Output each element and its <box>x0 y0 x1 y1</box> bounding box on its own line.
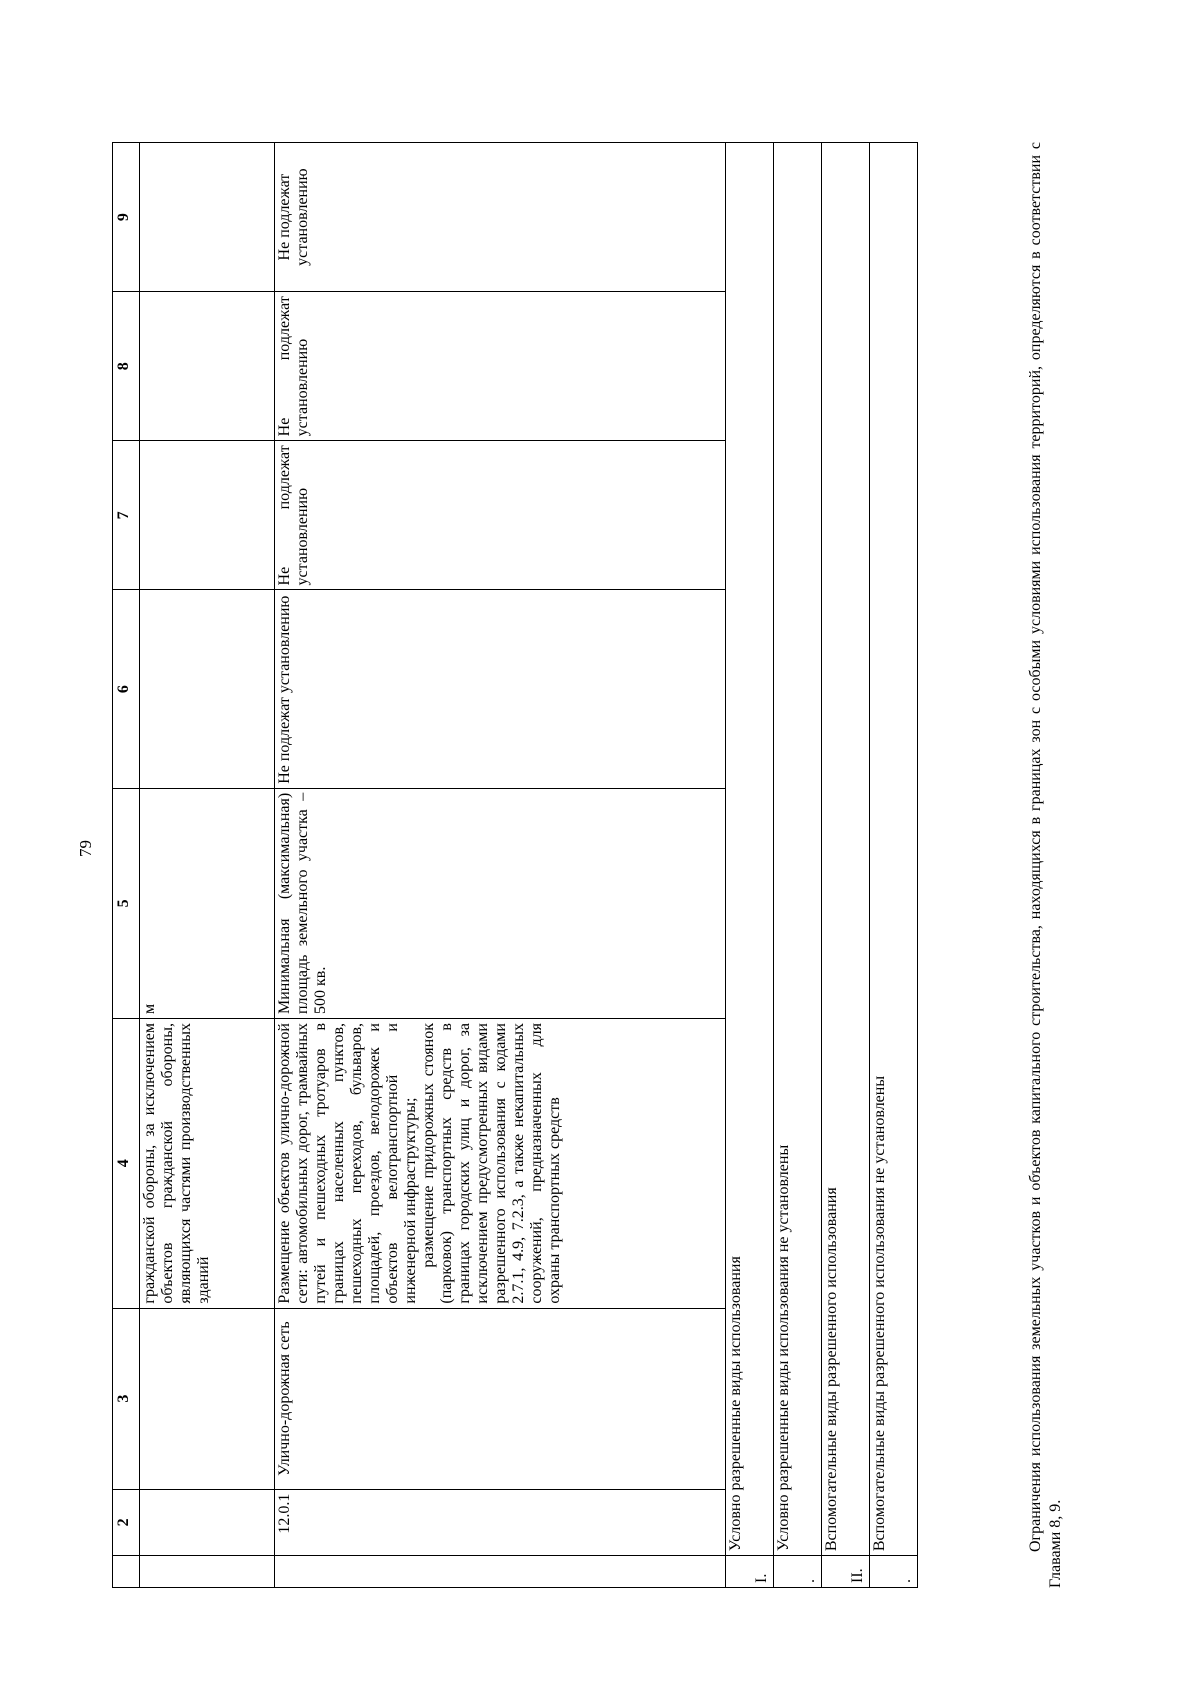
cell <box>140 441 275 590</box>
cell-plot-area: Минимальная (максимальная) площадь земельного участка – 500 кв. <box>275 788 726 1018</box>
cell <box>140 1489 275 1556</box>
cell <box>140 1556 275 1588</box>
cell <box>140 1308 275 1489</box>
cell <box>275 1556 726 1588</box>
cell-description <box>275 1019 726 1309</box>
column-number-row <box>113 143 140 1588</box>
section-text: Вспомогательные виды разрешенного использования не установлены <box>870 143 918 1556</box>
cell-use-name: Улично-дорожная сеть <box>275 1308 726 1489</box>
regulation-table <box>112 142 918 1588</box>
section-label: I. <box>726 1556 774 1588</box>
col-number-9: 9 <box>113 143 140 292</box>
section-row-auxiliary-none <box>870 143 918 1588</box>
col-number-3: 3 <box>113 1308 140 1489</box>
col-number-6: 6 <box>113 590 140 788</box>
col-number-2: 2 <box>113 1489 140 1556</box>
col-number-7: 7 <box>113 441 140 590</box>
cell-parameters: м <box>140 788 275 1018</box>
section-title: Условно разрешенные виды использования <box>726 143 774 1556</box>
cell <box>140 143 275 292</box>
col-number-4: 4 <box>113 1019 140 1309</box>
section-label: . <box>774 1556 822 1588</box>
cell <box>140 292 275 441</box>
cell-setbacks: Не подлежат установлению <box>275 590 726 788</box>
cell-code: 12.0.1 <box>275 1489 726 1556</box>
section-row-conditional <box>726 143 774 1588</box>
cell-other-params: Не подлежат установлению <box>275 143 726 292</box>
page-number: 79 <box>76 840 95 857</box>
section-label: . <box>870 1556 918 1588</box>
table-row-continuation <box>140 143 275 1588</box>
col-number-8: 8 <box>113 292 140 441</box>
section-row-auxiliary <box>822 143 870 1588</box>
footnote-restrictions: Ограничения использования земельных участков и объектов капитального строительства, находящихся в границах зон с особыми условиями использования территорий, определяются в соответствии с Главами 8, 9. <box>1027 142 1064 1588</box>
description-part-2: размещение придорожных стоянок (парковок) транспортных средств в границах городских улиц и дорог, за исключением предусмотренных видами разрешенного использования с кодами 2.7.1, 4.9, 7.2.3, а также некапитальных сооружений, предназначенных для охраны транспортных средств <box>420 1023 563 1304</box>
description-part-1: Размещение объектов улично-дорожной сети: автомобильных дорог, трамвайных путей и пешеходных тротуаров в границах населенных пунктов, пешеходных переходов, бульваров, площадей, проездов, велодорожек и объектов велотранспортной и инженерной инфраструктуры; <box>276 1023 419 1304</box>
col-number-5: 5 <box>113 788 140 1018</box>
cell-coverage: Не подлежат установлению <box>275 292 726 441</box>
cell-floors: Не подлежат установлению <box>275 441 726 590</box>
col-number-1 <box>113 1556 140 1588</box>
table-row-street-network <box>275 143 726 1588</box>
section-title: Вспомогательные виды разрешенного использования <box>822 143 870 1556</box>
cell-description: гражданской обороны, за исключением объектов гражданской обороны, являющихся частями производственных зданий <box>140 1019 275 1309</box>
cell <box>140 590 275 788</box>
section-text: Условно разрешенные виды использования не установлены <box>774 143 822 1556</box>
section-row-conditional-none <box>774 143 822 1588</box>
section-label: II. <box>822 1556 870 1588</box>
